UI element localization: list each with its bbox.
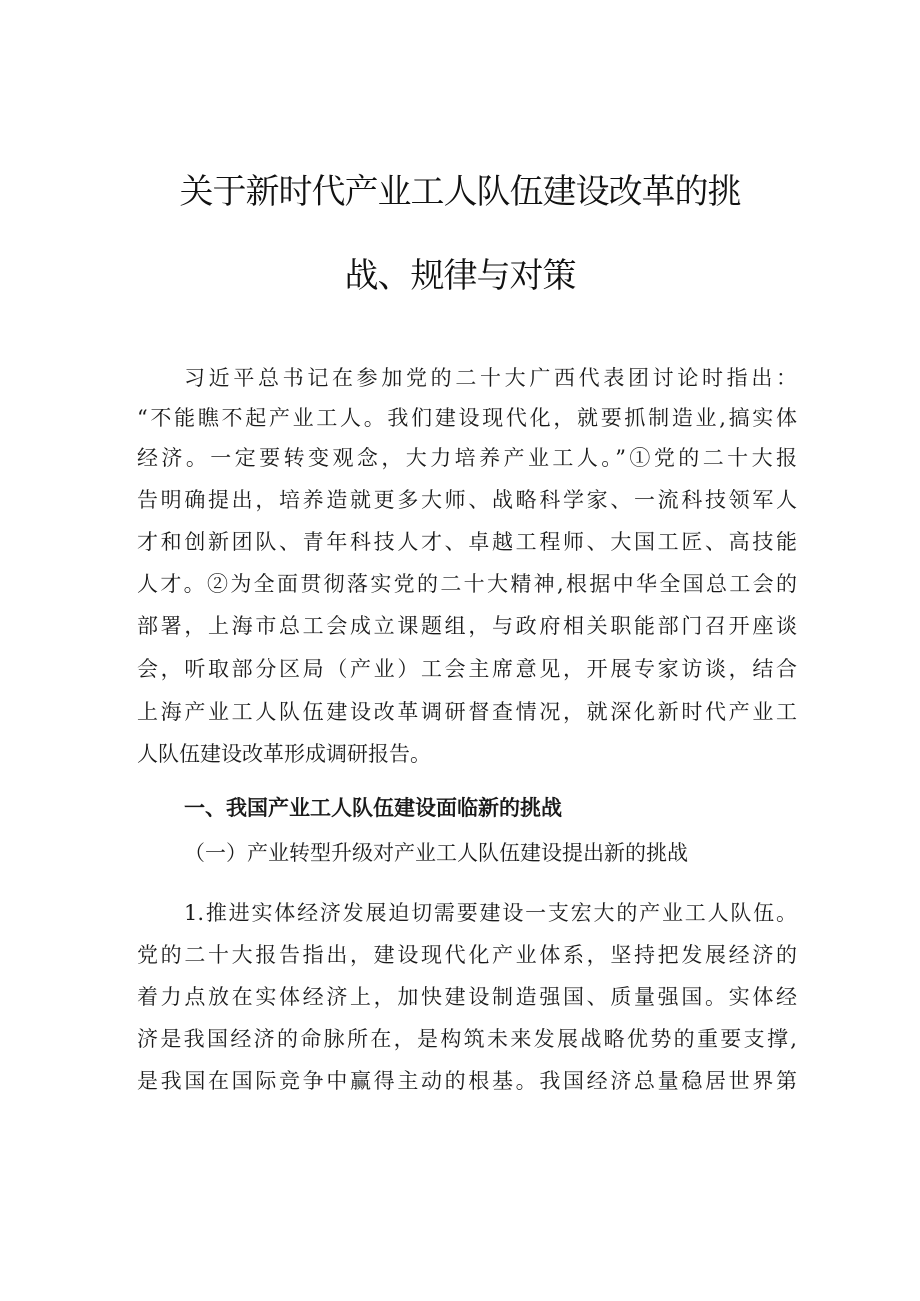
paragraph-line: “不能瞧不起产业工人。我们建设现代化，就要抓制造业,搞实体 — [137, 406, 797, 430]
paragraph-line: 济是我国经济的命脉所在，是构筑未来发展战略优势的重要支撑, — [137, 1027, 797, 1051]
paragraph-line: 是我国在国际竞争中赢得主动的根基。我国经济总量稳居世界第 — [137, 1069, 797, 1093]
paragraph-line: 部署，上海市总工会成立课题组，与政府相关职能部门召开座谈 — [137, 614, 797, 638]
subsection-heading: （一）产业转型升级对产业工人队伍建设提出新的挑战 — [184, 841, 688, 865]
paragraph-line: 人才。②为全面贯彻落实党的二十大精神,根据中华全国总工会的 — [137, 572, 797, 596]
section-heading: 一、我国产业工人队伍建设面临新的挑战 — [184, 796, 562, 820]
document-title-line-1: 关于新时代产业工人队伍建设改革的挑 — [179, 172, 741, 212]
paragraph-line: 着力点放在实体经济上，加快建设制造强国、质量强国。实体经 — [137, 985, 797, 1009]
paragraph-line: 1.推进实体经济发展迫切需要建设一支宏大的产业工人队伍。 — [184, 901, 797, 925]
paragraph-line: 人队伍建设改革形成调研报告。 — [137, 742, 431, 766]
paragraph-line: 告明确提出，培养造就更多大师、战略科学家、一流科技领军人 — [137, 488, 797, 512]
document-title-line-2: 战、规律与对策 — [344, 256, 576, 296]
paragraph-line: 习近平总书记在参加党的二十大广西代表团讨论时指出： — [184, 366, 797, 390]
paragraph-line: 经济。一定要转变观念，大力培养产业工人。”①党的二十大报 — [137, 446, 797, 470]
paragraph-line: 上海产业工人队伍建设改革调研督查情况，就深化新时代产业工 — [137, 700, 797, 724]
paragraph-line: 会，听取部分区局（产业）工会主席意见，开展专家访谈，结合 — [137, 657, 797, 681]
paragraph-line: 党的二十大报告指出，建设现代化产业体系，坚持把发展经济的 — [137, 943, 797, 967]
paragraph-line: 才和创新团队、青年科技人才、卓越工程师、大国工匠、高技能 — [137, 530, 797, 554]
